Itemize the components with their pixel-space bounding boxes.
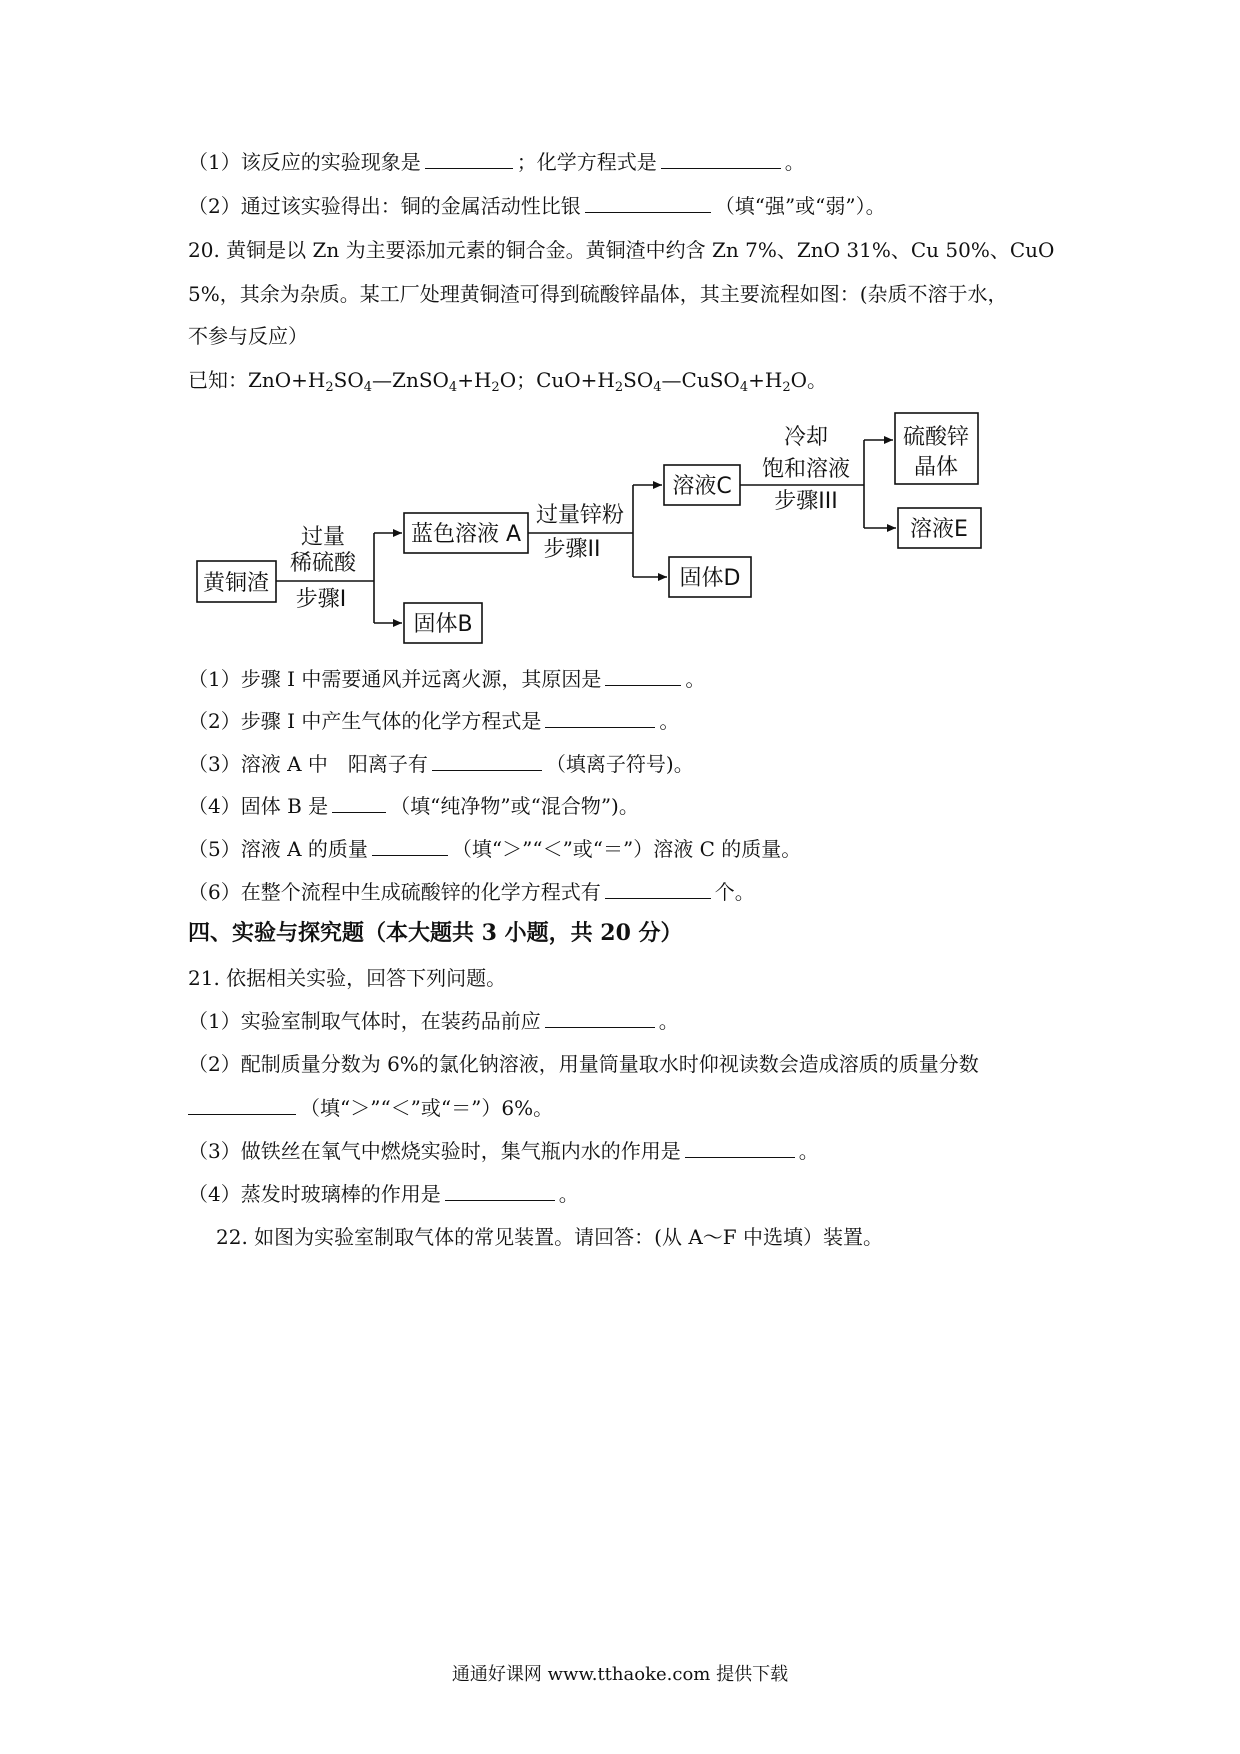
answer-blank[interactable] [545, 709, 655, 728]
q20-sub6-text: （6）在整个流程中生成硫酸锌的化学方程式有 [188, 880, 601, 904]
q22-stem: 22. 如图为实验室制取气体的常见装置。请回答：(从 A～F 中选填）装置。 [216, 1225, 884, 1249]
q20-sub3 [188, 750, 694, 778]
answer-blank[interactable] [432, 752, 542, 771]
step1-label: 步骤I [295, 587, 347, 612]
answer-blank[interactable] [605, 880, 711, 899]
solution-e-label: 溶液E [910, 517, 968, 542]
step2-label: 步骤II [543, 537, 601, 562]
equation-part: ZnO+H [248, 368, 326, 392]
equation-part: SO [333, 368, 364, 392]
q21-sub3-text: （3）做铁丝在氧气中燃烧实验时，集气瓶内水的作用是 [188, 1139, 681, 1163]
q20-intro-1: 20. 黄铜是以 Zn 为主要添加元素的铜合金。黄铜渣中约含 Zn 7%、ZnO 31%、Cu 50%、CuO [188, 238, 1055, 262]
step1-reagent-label-2: 稀硫酸 [289, 551, 357, 576]
equation-part: —ZnSO [372, 368, 449, 392]
zinc-sulfate-label-2: 晶体 [913, 455, 959, 480]
equation-part: O。 [790, 368, 827, 392]
q19-sub1-text2: ；化学方程式是 [516, 150, 657, 174]
known-prefix: 已知： [188, 368, 248, 392]
q20-sub3-text: （3）溶液 A 中 阳离子有 [188, 752, 428, 776]
q20-sub4-text: （4）固体 B 是 [188, 794, 329, 818]
page-footer: 通通好课网 www.tthaoke.com 提供下载 [451, 1664, 789, 1685]
subscript: 2 [491, 380, 500, 395]
solution-a-label: 蓝色溶液 A [410, 522, 522, 547]
q21-stem: 21. 依据相关实验，回答下列问题。 [188, 966, 507, 990]
q20-sub6 [188, 878, 755, 906]
subscript: 4 [363, 380, 373, 395]
q20-sub1-text: （1）步骤 I 中需要通风并远离火源，其原因是 [188, 667, 602, 691]
q20-sub1-end: 。 [685, 667, 706, 691]
answer-blank[interactable] [332, 794, 386, 813]
step3-condition-label-2: 饱和溶液 [761, 457, 851, 482]
answer-blank[interactable] [372, 837, 448, 856]
solid-b-label: 固体B [413, 612, 473, 637]
q21-sub4-text: （4）蒸发时玻璃棒的作用是 [188, 1182, 441, 1206]
q21-sub4-end: 。 [558, 1182, 579, 1206]
equation-part: SO [623, 368, 654, 392]
q19-sub2-text: （2）通过该实验得出：铜的金属活动性比银 [188, 194, 581, 218]
q20-sub2-end: 。 [659, 709, 680, 733]
answer-blank[interactable] [545, 1009, 655, 1028]
step3-label: 步骤III [774, 489, 838, 514]
section-4-heading: 四、实验与探究题（本大题共 3 小题，共 20 分） [188, 920, 683, 946]
q19-sub2-end: （填“强”或“弱”）。 [714, 194, 886, 218]
q21-sub1-end: 。 [658, 1009, 679, 1033]
q21-sub2-line2 [188, 1094, 553, 1122]
q21-sub3-end: 。 [798, 1139, 819, 1163]
q20-sub3-end: （填离子符号)。 [545, 752, 694, 776]
process-flowchart [0, 0, 1240, 680]
subscript: 2 [614, 380, 624, 395]
answer-blank[interactable] [188, 1096, 296, 1115]
q21-sub1-text: （1）实验室制取气体时，在装药品前应 [188, 1009, 541, 1033]
q20-sub2 [188, 707, 679, 735]
equation-part: +H [748, 368, 783, 392]
step1-reagent-label-1: 过量 [300, 525, 346, 550]
subscript: 4 [653, 380, 662, 395]
q20-sub1 [188, 665, 705, 693]
solution-c-label: 溶液C [672, 474, 732, 499]
q20-intro-2: 5%，其余为杂质。某工厂处理黄铜渣可得到硫酸锌晶体，其主要流程如图：(杂质不溶于水， [188, 282, 1008, 306]
q20-sub6-end: 个。 [714, 880, 755, 904]
step2-reagent-label: 过量锌粉 [535, 503, 625, 528]
equation-part: O；CuO+H [499, 368, 615, 392]
zinc-sulfate-label-1: 硫酸锌 [902, 425, 970, 450]
q21-sub4 [188, 1180, 579, 1208]
step3-condition-label-1: 冷却 [783, 425, 829, 450]
subscript: 4 [448, 380, 458, 395]
subscript: 2 [325, 380, 334, 395]
solid-d-label: 固体D [679, 566, 741, 591]
equation-part: +H [457, 368, 492, 392]
q19-sub1-end: 。 [784, 150, 805, 174]
q20-sub5-text: （5）溶液 A 的质量 [188, 837, 368, 861]
answer-blank[interactable] [445, 1182, 555, 1201]
q20-sub4-end: （填“纯净物”或“混合物”)。 [390, 794, 639, 818]
answer-blank[interactable] [605, 667, 681, 686]
equation-part: —CuSO [661, 368, 740, 392]
q20-sub5-end: （填“＞”“＜”或“＝”）溶液 C 的质量。 [451, 837, 802, 861]
subscript: 4 [739, 380, 749, 395]
subscript: 2 [782, 380, 791, 395]
q20-intro-3: 不参与反应） [188, 324, 308, 348]
q21-sub2-end: （填“＞”“＜”或“＝”）6%。 [300, 1096, 554, 1120]
q20-sub2-text: （2）步骤 I 中产生气体的化学方程式是 [188, 709, 542, 733]
q20-sub4 [188, 792, 639, 820]
answer-blank[interactable] [685, 1139, 795, 1158]
q21-sub1 [188, 1007, 679, 1035]
q21-sub2-line1: （2）配制质量分数为 6%的氯化钠溶液，用量筒量取水时仰视读数会造成溶质的质量分数 [188, 1052, 979, 1076]
brass-slag-label: 黄铜渣 [202, 571, 270, 596]
q21-sub3 [188, 1137, 819, 1165]
q19-sub1-text: （1）该反应的实验现象是 [188, 150, 421, 174]
q20-sub5 [188, 835, 801, 863]
